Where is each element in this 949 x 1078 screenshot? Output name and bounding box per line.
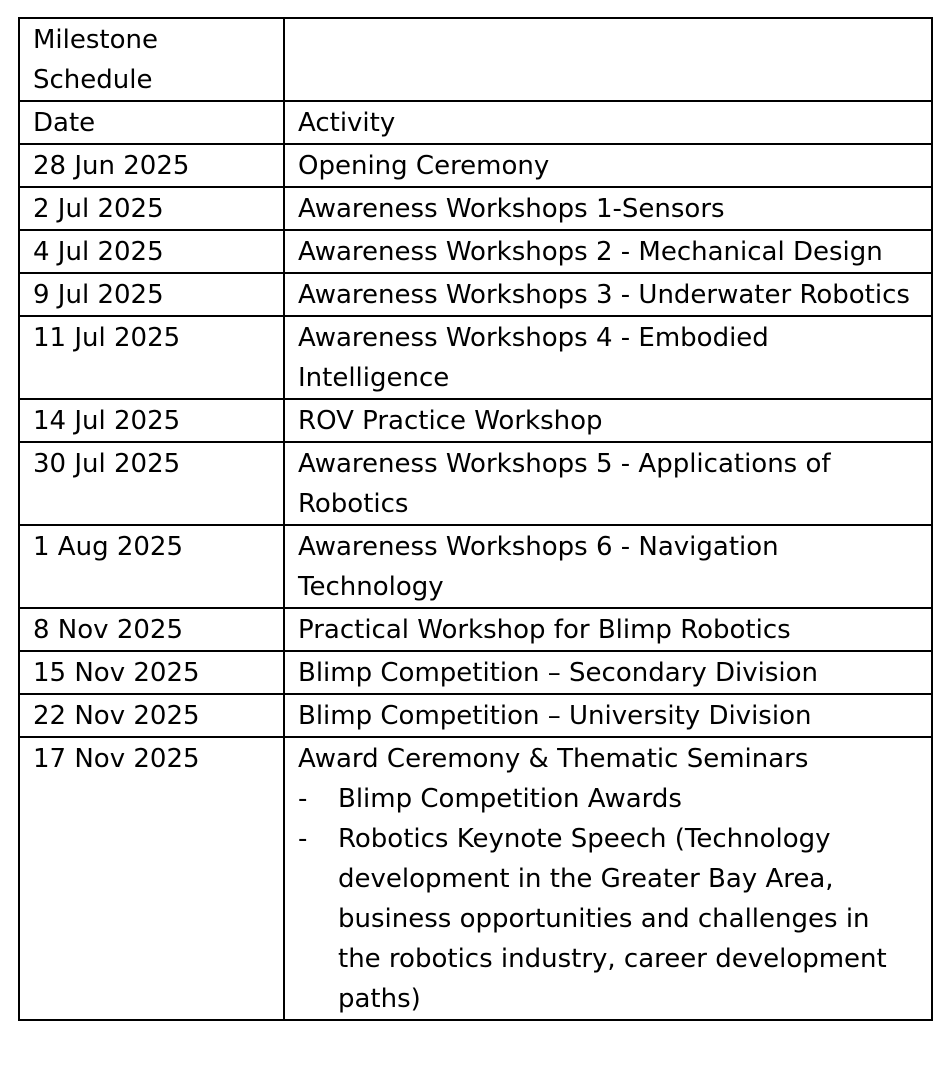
milestone-schedule-table [18, 17, 933, 1021]
row-activity-with-list [284, 737, 932, 1020]
table-row [19, 608, 932, 651]
row-date: 15 Nov 2025 [19, 651, 284, 694]
header-activity: Activity [284, 101, 932, 144]
table-row [19, 737, 932, 1020]
header-date: Date [19, 101, 284, 144]
row-date: 28 Jun 2025 [19, 144, 284, 187]
row-activity: Awareness Workshops 2 - Mechanical Design [284, 230, 932, 273]
row-activity: Awareness Workshops 4 - Embodied Intelligence [284, 316, 932, 399]
sub-activity-list [298, 779, 918, 1019]
title-row [19, 18, 932, 101]
row-date: 11 Jul 2025 [19, 316, 284, 399]
row-activity: Award Ceremony & Thematic Seminars [298, 744, 809, 774]
row-date: 14 Jul 2025 [19, 399, 284, 442]
row-activity: Blimp Competition – Secondary Division [284, 651, 932, 694]
table-row [19, 399, 932, 442]
row-date: 9 Jul 2025 [19, 273, 284, 316]
row-date: 8 Nov 2025 [19, 608, 284, 651]
table-row [19, 694, 932, 737]
table-row [19, 273, 932, 316]
row-date: 4 Jul 2025 [19, 230, 284, 273]
header-row [19, 101, 932, 144]
list-item-text: Robotics Keynote Speech (Technology development in the Greater Bay Area, business opportunities and challenges in the robotics industry, career development paths) [338, 824, 887, 1014]
table-row [19, 525, 932, 608]
row-activity: Awareness Workshops 1-Sensors [284, 187, 932, 230]
list-dash: - [298, 784, 308, 814]
row-activity: Opening Ceremony [284, 144, 932, 187]
list-item [298, 819, 918, 1019]
row-date: 22 Nov 2025 [19, 694, 284, 737]
row-date: 1 Aug 2025 [19, 525, 284, 608]
row-date: 2 Jul 2025 [19, 187, 284, 230]
list-item [298, 779, 918, 819]
table-row [19, 442, 932, 525]
row-activity: Awareness Workshops 3 - Underwater Robotics [284, 273, 932, 316]
table-row [19, 187, 932, 230]
row-activity: Awareness Workshops 6 - Navigation Technology [284, 525, 932, 608]
row-date: 17 Nov 2025 [19, 737, 284, 1020]
table-row [19, 144, 932, 187]
table-row [19, 230, 932, 273]
row-date: 30 Jul 2025 [19, 442, 284, 525]
table-title [19, 18, 284, 101]
row-activity: Blimp Competition – University Division [284, 694, 932, 737]
table-title-line1: Milestone [33, 25, 158, 55]
row-activity: Awareness Workshops 5 - Applications of Robotics [284, 442, 932, 525]
table-row [19, 651, 932, 694]
table-title-line2: Schedule [33, 65, 153, 95]
list-dash: - [298, 824, 308, 854]
table-row [19, 316, 932, 399]
list-item-text: Blimp Competition Awards [338, 784, 682, 814]
row-activity: Practical Workshop for Blimp Robotics [284, 608, 932, 651]
title-empty-cell [284, 18, 932, 101]
row-activity: ROV Practice Workshop [284, 399, 932, 442]
